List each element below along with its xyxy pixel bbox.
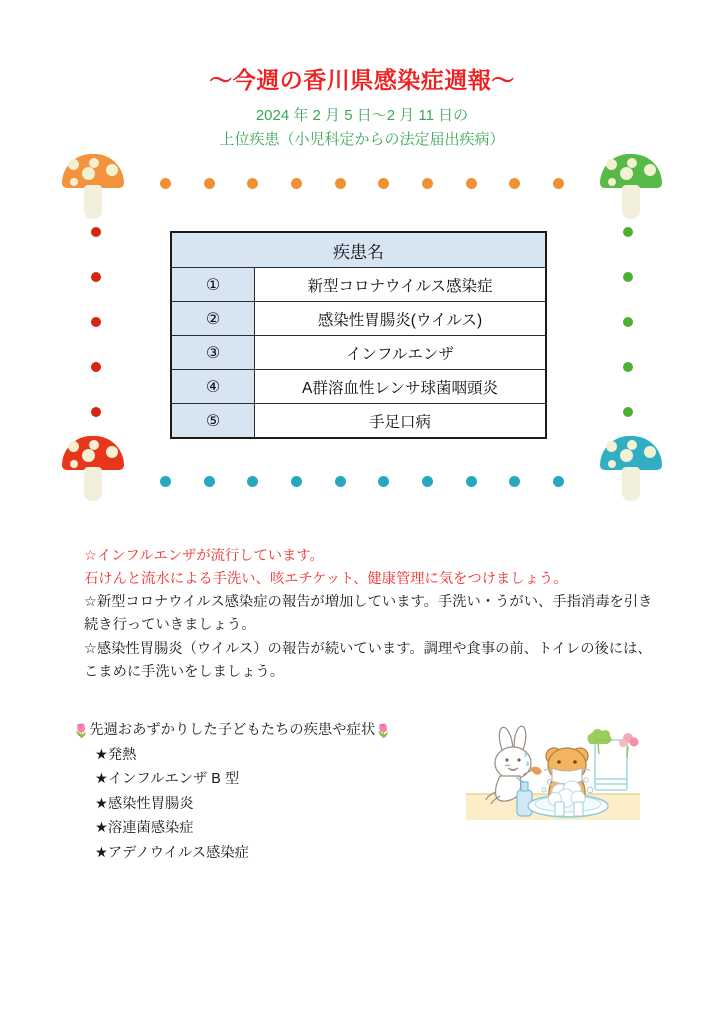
tulip-left-icon: 🌷 [73,723,90,738]
star-bullet-icon: ★ [95,820,108,837]
mushroom-top-right-icon [600,154,662,230]
list-item [95,743,453,768]
table-row [171,302,546,336]
symptom-section-heading [73,718,453,743]
symptom-heading-text: 先週おあずかりした子どもたちの疾患や症状 [89,722,376,738]
notice-item: 石けんと流水による手洗い、咳エチケット、健康管理に気をつけましょう。 [84,571,568,588]
mushroom-bottom-left-icon [62,436,124,512]
list-item [95,841,453,866]
handwashing-illustration [462,718,644,830]
disease-name-cell: インフルエンザ [255,336,547,370]
page-subtitle [0,104,724,153]
symptom-label: アデノウイルス感染症 [107,844,249,861]
subtitle-date-range: 2024 年 2 月 5 日〜2 月 11 日の [255,106,469,124]
rank-cell: ② [171,302,255,336]
star-bullet-icon: ★ [95,844,108,861]
mushroom-top-left-icon [62,154,124,230]
list-item [95,767,453,792]
table-header-disease-name: 疾患名 [171,232,546,268]
disease-name-cell: A群溶血性レンサ球菌咽頭炎 [255,370,547,404]
disease-name-cell: 新型コロナウイルス感染症 [255,268,547,302]
star-bullet-icon: ★ [95,746,108,763]
disease-name-cell: 手足口病 [255,404,547,439]
disease-name-cell: 感染性胃腸炎(ウイルス) [255,302,547,336]
table-row [171,336,546,370]
star-bullet-icon: ★ [95,795,108,812]
table-header-row [171,232,546,268]
tulip-right-icon: 🌷 [375,723,392,738]
rank-cell: ③ [171,336,255,370]
dot-column-left [90,227,102,417]
disease-ranking-table [170,231,547,439]
page-header [0,66,724,152]
rank-cell: ④ [171,370,255,404]
notice-section [84,545,654,684]
table-row [171,404,546,439]
notice-item: ☆感染性胃腸炎（ウイルス）の報告が続いています。調理や食事の前、トイレの後には、こまめに手洗いをしましょう。 [84,640,652,680]
dot-row-top [160,176,564,190]
dot-column-right [622,227,634,417]
subtitle-description: 上位疾患（小児科定からの法定届出疾病） [219,131,505,149]
table-body [171,268,546,439]
star-bullet-icon: ★ [95,771,108,788]
notice-item: ☆インフルエンザが流行しています。 [84,548,324,564]
symptom-label: インフルエンザ B 型 [107,771,240,788]
symptom-list [73,743,453,866]
symptom-label: 溶連菌感染症 [107,820,194,837]
symptom-label: 感染性胃腸炎 [107,795,194,812]
table-row [171,268,546,302]
page-title: 〜今週の香川県感染症週報〜 [209,67,515,93]
rank-cell: ① [171,268,255,302]
table-row [171,370,546,404]
list-item [95,792,453,817]
dot-row-bottom [160,474,564,488]
symptom-label: 発熱 [107,746,137,763]
list-item [95,816,453,841]
symptom-section [73,718,453,865]
notice-item: ☆新型コロナウイルス感染症の報告が増加しています。手洗い・うがい、手指消毒を引き続き行っていきましょう。 [84,594,653,634]
rank-cell: ⑤ [171,404,255,439]
mushroom-bottom-right-icon [600,436,662,512]
